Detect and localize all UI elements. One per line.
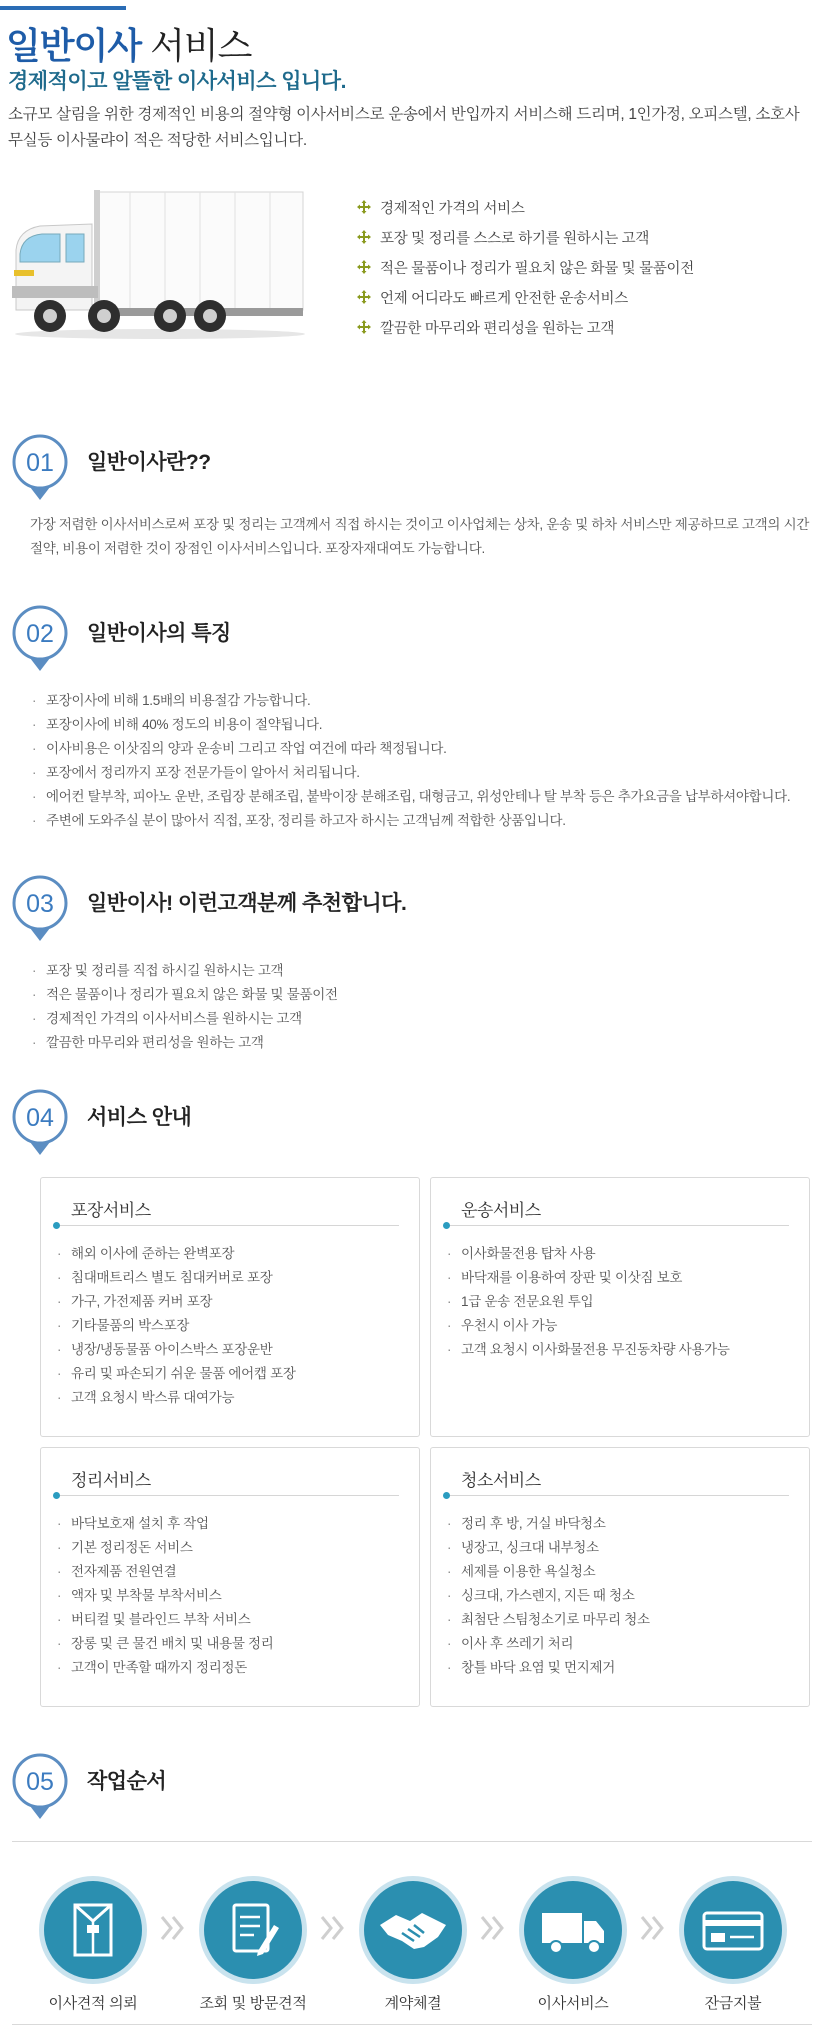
service-item-list: [447, 1512, 650, 1680]
section-number-badge: [10, 873, 70, 947]
step-label: 이사견적 의뢰: [48, 1995, 138, 2012]
list-item: · 장롱 및 큰 물건 배치 및 내용물 정리: [57, 1632, 274, 1656]
list-item: · 최첨단 스팀청소기로 마무리 청소: [447, 1608, 650, 1632]
list-item: · 전자제품 전원연결: [57, 1560, 274, 1584]
step-envelope-icon: [38, 1875, 148, 1985]
section-title: 일반이사의 특징: [87, 622, 231, 645]
section-description: 가장 저렴한 이사서비스로써 포장 및 정리는 고객께서 직접 하시는 것이고 이사업체는 상차, 운송 및 하차 서비스만 제공하므로 고객의 시간절약, 비용이 저렴한 것이 장점인 이사서비스입니다. 포장자재대여도 가능합니다.: [30, 517, 810, 556]
step-label: 잔금지불: [704, 1995, 762, 2012]
double-chevron-icon: [640, 1913, 666, 1943]
list-item: · 고객이 만족할 때까지 정리정돈: [57, 1656, 274, 1680]
feature-item: 포장 및 정리를 스스로 하기를 원하시는 고객: [357, 222, 694, 252]
service-box-title: 정리서비스: [71, 1471, 151, 1490]
truck-illustration: [10, 190, 310, 340]
service-box-title: 포장서비스: [71, 1201, 151, 1220]
list-item: · 해외 이사에 준하는 완벽포장: [57, 1242, 296, 1266]
svg-text:01: 01: [26, 449, 54, 477]
section-recommend: [10, 873, 820, 1063]
service-box-title: 청소서비스: [461, 1471, 541, 1490]
divider: [55, 1495, 399, 1496]
list-item: · 바닥보호재 설치 후 작업: [57, 1512, 274, 1536]
list-item: · 포장이사에 비해 40% 정도의 비용이 절약됩니다.: [32, 713, 790, 737]
divider: [445, 1495, 789, 1496]
service-box-title: 운송서비스: [461, 1201, 541, 1220]
list-item: · 1급 운송 전문요원 투입: [447, 1290, 730, 1314]
section-what-is: [10, 432, 820, 562]
title-highlight: 일반이사: [6, 25, 142, 66]
service-box-arrange: [40, 1447, 420, 1707]
list-item: · 적은 물품이나 정리가 필요치 않은 화물 및 물품이전: [32, 983, 338, 1007]
cross-arrows-icon: [357, 260, 371, 274]
list-item: · 주변에 도와주실 분이 많아서 직접, 포장, 정리를 하고자 하시는 고객님께 적합한 상품입니다.: [32, 809, 790, 833]
list-item: · 기타물품의 박스포장: [57, 1314, 296, 1338]
step-payment-card-icon: [678, 1875, 788, 1985]
section-title: 일반이사! 이런고객분께 추천합니다.: [87, 892, 407, 915]
svg-text:04: 04: [26, 1104, 54, 1132]
recommend-list: [32, 959, 338, 1055]
list-item: · 포장이사에 비해 1.5배의 비용절감 가능합니다.: [32, 689, 790, 713]
list-item: · 싱크대, 가스렌지, 지든 때 청소: [447, 1584, 650, 1608]
divider: [55, 1225, 399, 1226]
process-bottom-divider: [12, 2024, 812, 2025]
list-item: · 침대매트리스 별도 침대커버로 포장: [57, 1266, 296, 1290]
bullet-dot: [53, 1492, 60, 1499]
step-label: 조회 및 방문견적: [199, 1995, 307, 2012]
list-item: · 고객 요청시 박스류 대여가능: [57, 1386, 296, 1410]
feature-item: 적은 물품이나 정리가 필요치 않은 화물 및 물품이전: [357, 252, 694, 282]
section-service-guide: [10, 1087, 820, 1167]
list-item: · 정리 후 방, 거실 바닥청소: [447, 1512, 650, 1536]
list-item: · 포장 및 정리를 직접 하시길 원하시는 고객: [32, 959, 338, 983]
section-number-badge: [10, 1087, 70, 1161]
page-title: [6, 18, 251, 69]
list-item: · 깔끔한 마무리와 편리성을 원하는 고객: [32, 1031, 338, 1055]
list-item: · 액자 및 부착물 부착서비스: [57, 1584, 274, 1608]
step-truck-icon: [518, 1875, 628, 1985]
service-item-list: [447, 1242, 730, 1362]
list-item: · 바닥재를 이용하여 장판 및 이삿짐 보호: [447, 1266, 730, 1290]
feature-item: 언제 어디라도 빠르게 안전한 운송서비스: [357, 282, 694, 312]
step-handshake-icon: [358, 1875, 468, 1985]
title-accent-bar: [0, 6, 126, 10]
double-chevron-icon: [160, 1913, 186, 1943]
feature-detail-list: [32, 689, 790, 833]
list-item: · 이사비용은 이삿짐의 양과 운송비 그리고 작업 여건에 따라 책정됩니다.: [32, 737, 790, 761]
list-item: · 에어컨 탈부착, 피아노 운반, 조립장 분해조립, 붙박이장 분해조립, 대형금고, 위성안테나 탈 부착 등은 추가요금을 납부하셔야합니다.: [32, 785, 790, 809]
list-item: · 이사화물전용 탑차 사용: [447, 1242, 730, 1266]
list-item: · 세제를 이용한 욕실청소: [447, 1560, 650, 1584]
list-item: · 우천시 이사 가능: [447, 1314, 730, 1338]
divider: [445, 1225, 789, 1226]
bullet-dot: [443, 1222, 450, 1229]
service-item-list: [57, 1512, 274, 1680]
cross-arrows-icon: [357, 200, 371, 214]
list-item: · 유리 및 파손되기 쉬운 물품 에어캡 포장: [57, 1362, 296, 1386]
list-item: · 창틀 바닥 요염 및 먼지제거: [447, 1656, 650, 1680]
svg-text:05: 05: [26, 1768, 54, 1796]
section-title: 일반이사란??: [87, 451, 211, 474]
intro-text: 소규모 살림을 위한 경제적인 비용의 절약형 이사서비스로 운송에서 반입까지 서비스해 드리며, 1인가정, 오피스텔, 소호사무실등 이사물랴이 적은 적당한 서비스입니다.: [8, 106, 800, 149]
section-title: 작업순서: [87, 1770, 167, 1793]
step-document-pen-icon: [198, 1875, 308, 1985]
bullet-dot: [53, 1222, 60, 1229]
section-number-badge: [10, 1751, 70, 1825]
bullet-dot: [443, 1492, 450, 1499]
process-top-divider: [12, 1841, 812, 1842]
service-box-transport: [430, 1177, 810, 1437]
service-item-list: [57, 1242, 296, 1410]
feature-list: [357, 192, 694, 342]
feature-item: 깔끔한 마무리와 편리성을 원하는 고객: [357, 312, 694, 342]
section-number-badge: [10, 432, 70, 506]
page-subtitle: 경제적이고 알뜰한 이사서비스 입니다.: [8, 70, 346, 93]
list-item: · 버티컬 및 블라인드 부착 서비스: [57, 1608, 274, 1632]
section-work-process: [10, 1751, 820, 1831]
cross-arrows-icon: [357, 230, 371, 244]
double-chevron-icon: [320, 1913, 346, 1943]
step-label: 이사서비스: [537, 1995, 609, 2012]
service-box-cleaning: [430, 1447, 810, 1707]
svg-text:02: 02: [26, 620, 54, 648]
list-item: · 고객 요청시 이사화물전용 무진동차량 사용가능: [447, 1338, 730, 1362]
list-item: · 냉장/냉동물품 아이스박스 포장운반: [57, 1338, 296, 1362]
svg-text:03: 03: [26, 890, 54, 918]
section-number-badge: [10, 603, 70, 677]
title-rest: 서비스: [150, 25, 252, 66]
list-item: · 포장에서 정리까지 포장 전문가들이 알아서 처리됩니다.: [32, 761, 790, 785]
double-chevron-icon: [480, 1913, 506, 1943]
step-label: 계약체결: [384, 1995, 442, 2012]
cross-arrows-icon: [357, 290, 371, 304]
cross-arrows-icon: [357, 320, 371, 334]
list-item: · 가구, 가전제품 커버 포장: [57, 1290, 296, 1314]
list-item: · 이사 후 쓰레기 처리: [447, 1632, 650, 1656]
feature-item: 경제적인 가격의 서비스: [357, 192, 694, 222]
list-item: · 기본 정리정돈 서비스: [57, 1536, 274, 1560]
service-box-packing: [40, 1177, 420, 1437]
section-features: [10, 603, 820, 833]
list-item: · 냉장고, 싱크대 내부청소: [447, 1536, 650, 1560]
section-title: 서비스 안내: [87, 1106, 192, 1129]
list-item: · 경제적인 가격의 이사서비스를 원하시는 고객: [32, 1007, 338, 1031]
